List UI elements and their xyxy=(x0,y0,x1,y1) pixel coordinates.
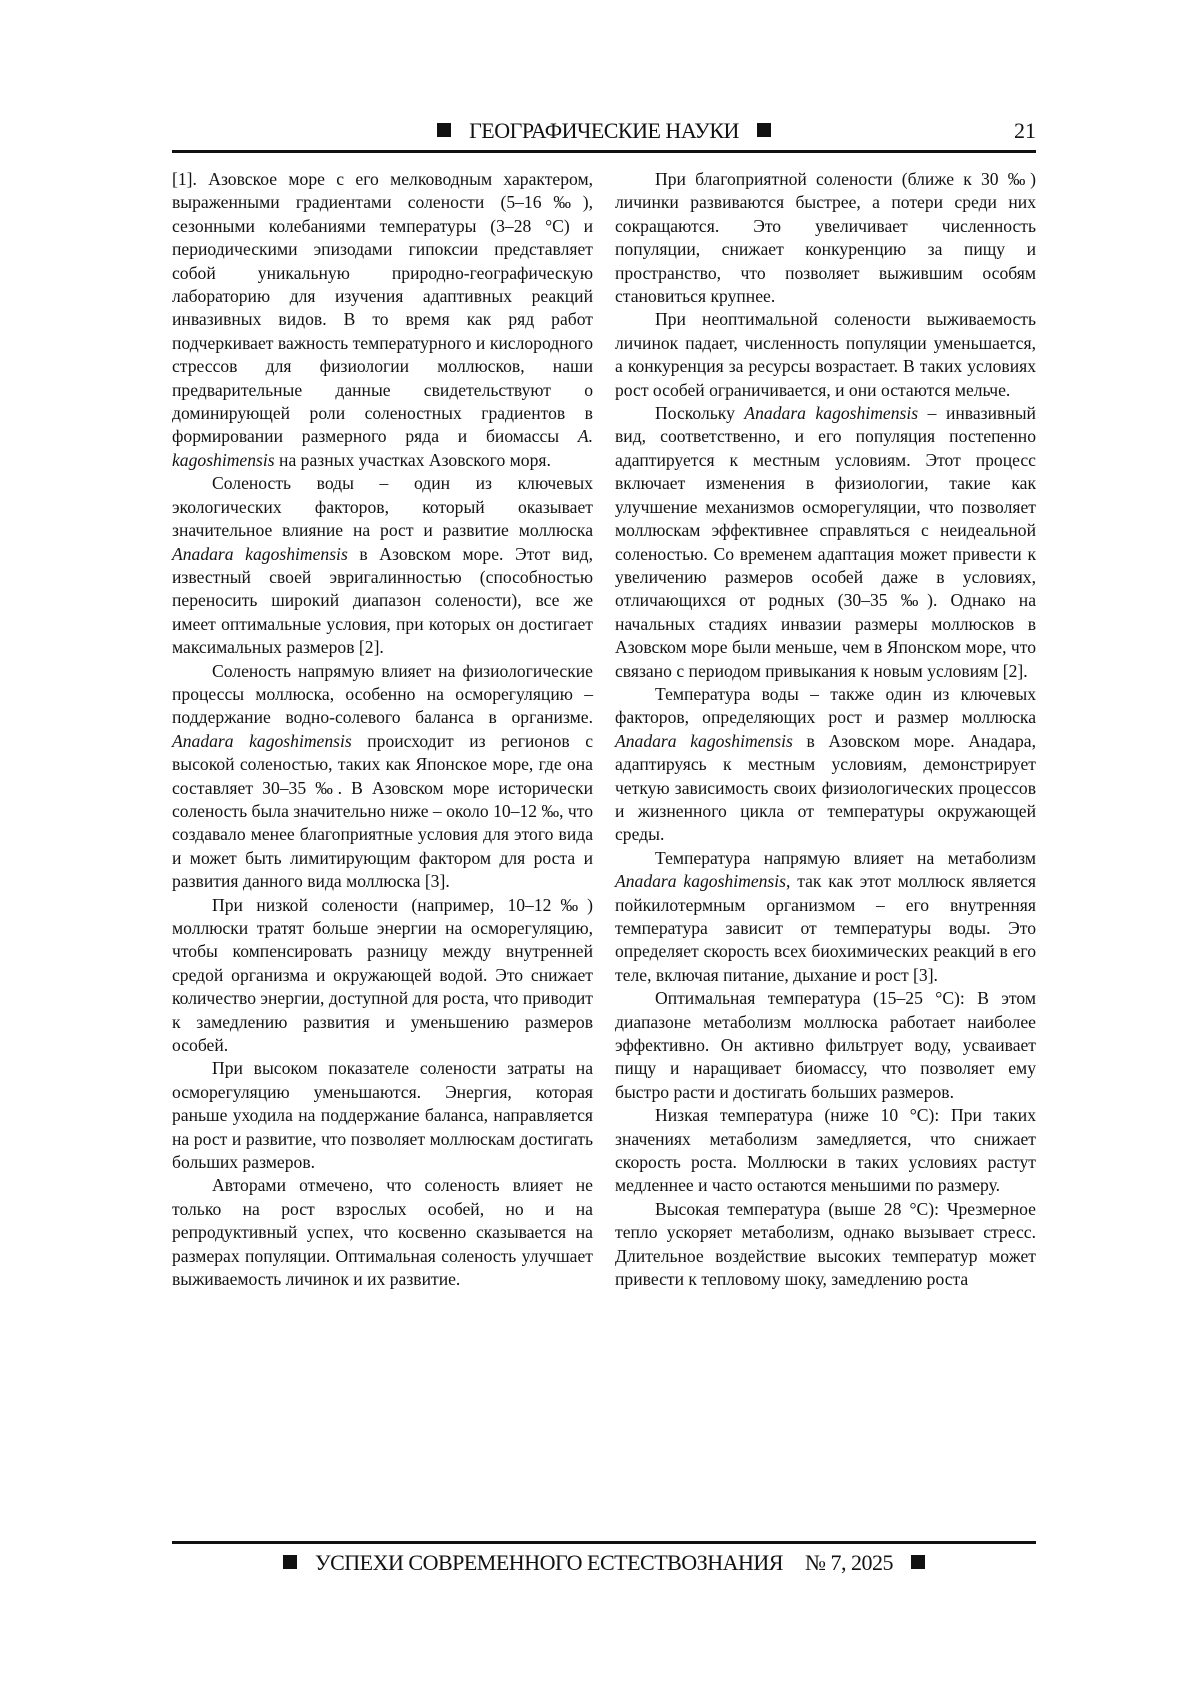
species-name: Anadara kagoshimensis xyxy=(172,731,352,751)
paragraph: Низкая температура (ниже 10 °С): При таких значениях метаболизм замедляется, что снижает скорость роста. Моллюски в таких условиях растут медленнее и часто остаются меньшими по размеру. xyxy=(615,1104,1036,1198)
paragraph: Поскольку Anadara kagoshimensis – инвазивный вид, соответственно, и его популяция постепенно адаптируется к местным условиям. Этот процесс включает изменения в физиологии, такие как улучшение механизмов осморегуляции, что позволяет моллюскам эффективнее справляться с неидеальной соленостью. Со временем адаптация может привести к увеличению размеров особей даже в условиях, отличающихся от родных (30–35 ‰). Однако на начальных стадиях инвазии размеры моллюсков в Азовском море были меньше, чем в Японском море, что связано с периодом привыкания к новым условиям [2]. xyxy=(615,402,1036,683)
paragraph: Соленость воды – один из ключевых экологических факторов, который оказывает значительное влияние на рост и развитие моллюска Anadara kagoshimensis в Азовском море. Этот вид, известный своей эвригалинностью (способностью переносить широкий диапазон солености), все же имеет оптимальные условия, при которых он достигает максимальных размеров [2]. xyxy=(172,472,593,659)
species-name: Anadara kagoshimensis xyxy=(615,731,793,751)
species-name: Anadara kagoshimensis xyxy=(744,403,918,423)
paragraph: Оптимальная температура (15–25 °С): В этом диапазоне метаболизм моллюска работает наиболее эффективно. Он активно фильтрует воду, усваивает пищу и наращивает биомассу, что позволяет ему быстро расти и достигать больших размеров. xyxy=(615,987,1036,1104)
issue-number: № 7, 2025 xyxy=(805,1550,893,1575)
paragraph: [1]. Азовское море с его мелководным характером, выраженными градиентами солености (5–16‰), сезонными колебаниями температуры (3–28 °С) и периодическими эпизодами гипоксии представляет собой уникальную природно-географическую лабораторию для изучения адаптивных реакций инвазивных видов. В то время как ряд работ подчеркивает важность температурного и кислородного стрессов для физиологии моллюсков, наши предварительные данные свидетельствуют о доминирующей роли соленостных градиентов в формировании размерного ряда и биомассы A. kagoshimensis на разных участках Азовского моря. xyxy=(172,168,593,472)
left-column xyxy=(172,168,593,1292)
running-footer xyxy=(172,1550,1036,1576)
species-name: Anadara kagoshimensis xyxy=(172,544,348,564)
paragraph: Температура воды – также один из ключевых факторов, определяющих рост и размер моллюска Anadara kagoshimensis в Азовском море. Анадара, адаптируясь к местным условиям, демонстрирует четкую зависимость своих физиологических процессов и жизненного цикла от температуры окружающей среды. xyxy=(615,683,1036,847)
species-name: A. kagoshimensis xyxy=(172,426,593,469)
paragraph: При благоприятной солености (ближе к 30 ‰) личинки развиваются быстрее, а потери среди них сокращаются. Это увеличивает численность популяции, снижает конкуренцию за пищу и пространство, что позволяет выжившим особям становиться крупнее. xyxy=(615,168,1036,308)
paragraph: Соленость напрямую влияет на физиологические процессы моллюска, особенно на осморегуляцию – поддержание водно-солевого баланса в организме. Anadara kagoshimensis происходит из регионов с высокой соленостью, таких как Японское море, где она составляет 30–35 ‰. В Азовском море исторически соленость была значительно ниже – около 10–12 ‰, что создавало менее благоприятные условия для этого вида и может быть лимитирующим фактором для роста и развития данного вида моллюска [3]. xyxy=(172,660,593,894)
paragraph: Температура напрямую влияет на метаболизм Anadara kagoshimensis, так как этот моллюск является пойкилотермным организмом – его внутренняя температура зависит от температуры воды. Это определяет скорость всех биохимических реакций в его теле, включая питание, дыхание и рост [3]. xyxy=(615,847,1036,987)
paragraph: При низкой солености (например, 10–12‰) моллюски тратят больше энергии на осморегуляцию, чтобы компенсировать разницу между внутренней средой организма и окружающей водой. Это снижает количество энергии, доступной для роста, что приводит к замедлению развития и уменьшению размеров особей. xyxy=(172,894,593,1058)
square-bullet-icon xyxy=(911,1555,925,1569)
running-header xyxy=(172,118,1036,148)
square-bullet-icon xyxy=(437,123,451,137)
right-column xyxy=(615,168,1036,1292)
footer-rule xyxy=(172,1541,1036,1544)
paragraph: Высокая температура (выше 28 °С): Чрезмерное тепло ускоряет метаболизм, однако вызывает стресс. Длительное воздействие высоких температур может привести к тепловому шоку, замедлению роста xyxy=(615,1198,1036,1292)
species-name: Anadara kagoshimensis xyxy=(615,871,786,891)
paragraph: При высоком показателе солености затраты на осморегуляцию уменьшаются. Энергия, которая раньше уходила на поддержание баланса, направляется на рост и развитие, что позволяет моллюскам достигать больших размеров. xyxy=(172,1057,593,1174)
paragraph: Авторами отмечено, что соленость влияет не только на рост взрослых особей, но и на репродуктивный успех, что косвенно сказывается на размерах популяции. Оптимальная соленость улучшает выживаемость личинок и их развитие. xyxy=(172,1174,593,1291)
square-bullet-icon xyxy=(283,1555,297,1569)
journal-page xyxy=(0,0,1200,1697)
page-number: 21 xyxy=(1014,118,1036,144)
section-title: ГЕОГРАФИЧЕСКИЕ НАУКИ xyxy=(469,118,739,143)
square-bullet-icon xyxy=(757,123,771,137)
header-rule xyxy=(172,150,1036,153)
paragraph: При неоптимальной солености выживаемость личинок падает, численность популяции уменьшается, а конкуренция за ресурсы возрастает. В таких условиях рост особей ограничивается, и они остаются мельче. xyxy=(615,308,1036,402)
journal-title: УСПЕХИ СОВРЕМЕННОГО ЕСТЕСТВОЗНАНИЯ xyxy=(315,1550,783,1575)
